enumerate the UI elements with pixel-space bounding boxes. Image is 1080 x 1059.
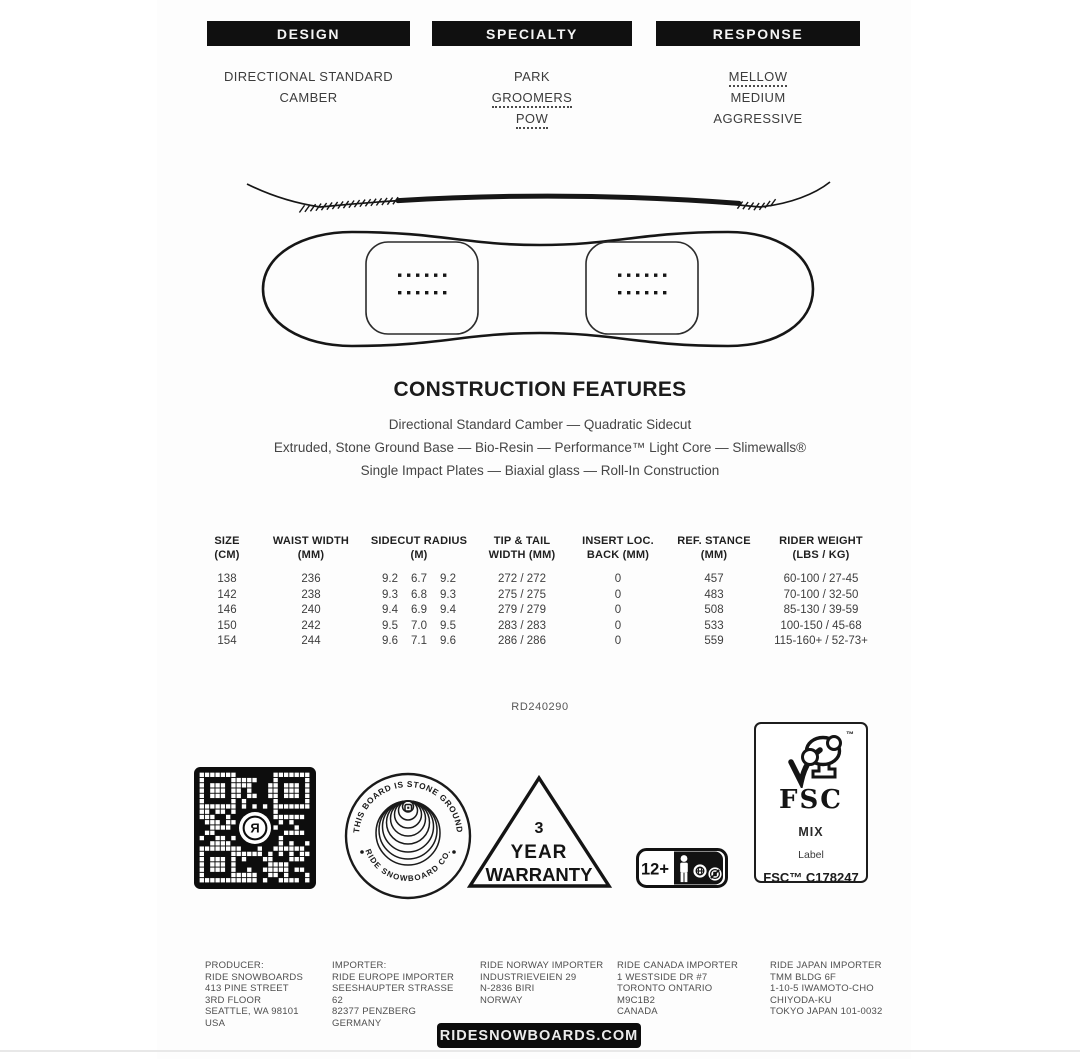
spec-cell: 0 <box>614 635 622 647</box>
sidecut-value: 9.3 <box>440 588 456 601</box>
age-rating-badge <box>636 848 728 888</box>
header-line2: BACK (MM) <box>586 548 650 561</box>
spec-cell-sidecut <box>364 588 474 604</box>
address-line: 1 WESTSIDE DR #7 <box>617 971 708 983</box>
warranty-word-year: YEAR <box>510 842 568 863</box>
address-line: INDUSTRIEVEIEN 29 <box>480 971 577 983</box>
construction-features-section <box>0 378 1080 482</box>
header-line1: RIDER WEIGHT <box>779 535 863 547</box>
stone-ground-badge <box>343 771 473 901</box>
rear-insert-area <box>586 242 698 334</box>
section-header-design: DESIGN <box>207 21 410 46</box>
spec-cell-sidecut <box>364 603 474 619</box>
front-insert-area <box>366 242 478 334</box>
sidecut-value: 7.1 <box>411 635 427 647</box>
sidecut-value: 9.6 <box>382 635 398 647</box>
fsc-type: MIX <box>798 825 824 839</box>
spec-cell: 100-150 / 45-68 <box>780 619 862 632</box>
spec-cell: 0 <box>614 604 622 616</box>
spec-cell: 60-100 / 27-45 <box>783 573 859 585</box>
construction-feature-line: Single Impact Plates — Biaxial glass — Roll-In Construction <box>360 463 720 478</box>
spec-cell: 154 <box>217 635 237 647</box>
attribute-value <box>432 66 632 87</box>
address-line: TOKYO JAPAN 101-0032 <box>770 1006 883 1017</box>
attribute-value <box>656 66 860 87</box>
address-column <box>332 960 467 1029</box>
spec-column-header <box>474 535 570 572</box>
header-line1: SIZE <box>214 535 240 547</box>
attribute-column-design <box>207 21 410 108</box>
header-line1: TIP & TAIL <box>493 535 551 547</box>
sidecut-value: 9.3 <box>382 588 398 601</box>
spec-cell: 240 <box>301 604 321 616</box>
address-line: RIDE NORWAY IMPORTER <box>480 960 604 971</box>
spec-table <box>196 535 880 650</box>
sidecut-value: 9.4 <box>382 604 398 616</box>
ride-logo-glyph: Я <box>250 820 260 836</box>
spec-cell: 0 <box>614 588 622 601</box>
spec-cell: 236 <box>301 573 321 585</box>
sidecut-value: 9.5 <box>382 619 398 632</box>
sidecut-value: 9.4 <box>440 604 456 616</box>
fsc-label: Label <box>798 849 824 861</box>
spec-cell-sidecut <box>364 634 474 650</box>
spec-column-header <box>196 535 258 572</box>
attribute-value-text: GROOMERS <box>492 90 572 108</box>
qr-code <box>194 767 316 889</box>
spec-cell: 272 / 272 <box>498 573 546 585</box>
board-top-view <box>263 232 813 346</box>
attribute-value-text: POW <box>516 111 548 129</box>
address-column <box>480 960 615 1006</box>
section-title: CONSTRUCTION FEATURES <box>393 378 687 401</box>
address-line: SEESHAUPTER STRASSE 62 <box>332 983 454 1006</box>
fsc-logo <box>756 730 866 788</box>
spec-column-header <box>666 535 762 572</box>
attribute-value-text: DIRECTIONAL STANDARD CAMBER <box>223 69 394 105</box>
spec-cell: 279 / 279 <box>498 604 546 616</box>
attribute-value <box>656 87 860 108</box>
sidecut-value: 9.6 <box>440 635 456 647</box>
address-line: NORWAY <box>480 994 523 1006</box>
spec-cell: 138 <box>217 573 237 585</box>
attribute-column-specialty <box>432 21 632 129</box>
warranty-years: 3 <box>534 820 544 837</box>
attribute-column-response <box>656 21 860 129</box>
header-line1: SIDECUT RADIUS <box>370 535 468 547</box>
attribute-value-text: PARK <box>513 69 551 84</box>
attribute-sections <box>0 21 1080 151</box>
sidecut-value: 6.7 <box>411 573 427 585</box>
attribute-value-text: MELLOW <box>729 69 788 87</box>
construction-feature-line: Directional Standard Camber — Quadratic Sidecut <box>388 417 692 432</box>
board-outline <box>263 232 813 346</box>
attribute-value <box>432 108 632 129</box>
address-line: 3RD FLOOR <box>205 994 262 1006</box>
spec-cell: 238 <box>301 588 321 601</box>
spec-cell: 142 <box>217 588 237 601</box>
address-line: SEATTLE, WA 98101 <box>205 1006 299 1017</box>
spec-cell: 244 <box>301 635 321 647</box>
address-line: 1-10-5 IWAMOTO-CHO <box>770 983 874 994</box>
fsc-trademark: ™ <box>846 730 854 739</box>
address-line: GERMANY <box>332 1017 382 1029</box>
attribute-value <box>432 87 632 108</box>
spec-column-header <box>258 535 364 572</box>
address-column <box>205 960 340 1029</box>
warranty-triangle-badge <box>458 772 622 892</box>
section-header-response: RESPONSE <box>656 21 860 46</box>
website-bar: RIDESNOWBOARDS.COM <box>437 1023 641 1048</box>
header-line1: INSERT LOC. <box>582 535 654 547</box>
spec-cell: 533 <box>704 619 724 632</box>
binding-insert-dots <box>398 274 666 295</box>
header-line2: (CM) <box>214 548 240 561</box>
address-line: RIDE JAPAN IMPORTER <box>770 960 882 971</box>
spec-cell-sidecut <box>364 619 474 635</box>
spec-cell: 559 <box>704 635 724 647</box>
header-line2: (MM) <box>700 548 728 561</box>
sidecut-value: 6.9 <box>411 604 427 616</box>
header-line2: WIDTH (MM) <box>488 548 556 561</box>
address-line: TORONTO ONTARIO M9C1B2 <box>617 983 713 1006</box>
spec-cell: 242 <box>301 619 321 632</box>
spec-cell: 508 <box>704 604 724 616</box>
spec-cell: 0 <box>614 619 622 632</box>
spec-cell: 483 <box>704 588 724 601</box>
spec-cell: 457 <box>704 573 724 585</box>
fsc-badge <box>754 722 868 883</box>
section-header-specialty: SPECIALTY <box>432 21 632 46</box>
address-line: RIDE CANADA IMPORTER <box>617 960 739 971</box>
spec-column-header <box>762 535 880 572</box>
prohibition-icon <box>708 867 721 880</box>
header-line2: (M) <box>410 548 428 561</box>
address-line: 413 PINE STREET <box>205 983 289 994</box>
sidecut-value: 6.8 <box>411 588 427 601</box>
address-line: TMM BLDG 6F <box>770 971 837 983</box>
stone-badge-top-text: THIS BOARD IS STONE GROUND <box>351 778 465 834</box>
board-side-profile <box>247 182 830 212</box>
address-column <box>617 960 752 1018</box>
fsc-tree-icon <box>763 730 859 788</box>
age-rating-label: 12+ <box>641 860 669 879</box>
header-line1: REF. STANCE <box>677 535 751 547</box>
address-line: RIDE EUROPE IMPORTER <box>332 971 455 983</box>
spec-cell: 70-100 / 32-50 <box>783 588 859 601</box>
spec-cell-sidecut <box>364 572 474 588</box>
spec-cell: 0 <box>614 573 622 585</box>
spec-cell: 286 / 286 <box>498 635 546 647</box>
address-line: USA <box>205 1017 226 1029</box>
fsc-cert-number: FSC™ C178247 <box>763 870 859 885</box>
construction-feature-line: Extruded, Stone Ground Base — Bio-Resin — Performance™ Light Core — Slimewalls® <box>273 440 807 455</box>
warranty-word-warranty: WARRANTY <box>485 864 593 885</box>
spec-cell: 115-160+ / 52-73+ <box>774 635 868 647</box>
stone-badge-bottom-text: RIDE SNOWBOARD CO. <box>363 847 453 884</box>
globe-icon <box>693 864 706 877</box>
spec-cell: 283 / 283 <box>498 619 546 632</box>
snowboard-diagram <box>230 158 850 358</box>
construction-lines <box>0 413 1080 482</box>
spec-column-header <box>364 535 474 572</box>
sidecut-value: 9.2 <box>382 573 398 585</box>
address-line: PRODUCER: <box>205 960 264 971</box>
spec-cell: 150 <box>217 619 237 632</box>
address-column <box>770 960 905 1018</box>
spec-cell: 85-130 / 39-59 <box>783 604 859 616</box>
address-line: N-2836 BIRI <box>480 983 535 994</box>
attribute-value-text: MEDIUM <box>730 90 786 105</box>
address-line: IMPORTER: <box>332 960 387 971</box>
address-line: CHIYODA-KU <box>770 994 832 1006</box>
header-line1: WAIST WIDTH <box>272 535 350 547</box>
page-bottom-divider <box>0 1050 1080 1052</box>
attribute-value <box>207 66 410 108</box>
fsc-brand: FSC <box>779 785 843 815</box>
product-code: RD240290 <box>511 701 569 713</box>
attribute-value <box>656 108 860 129</box>
address-line: 82377 PENZBERG <box>332 1006 417 1017</box>
header-line2: (MM) <box>297 548 325 561</box>
address-line: CANADA <box>617 1006 658 1017</box>
spec-cell: 146 <box>217 604 237 616</box>
address-line: RIDE SNOWBOARDS <box>205 971 304 983</box>
header-line2: (LBS / KG) <box>792 548 850 561</box>
spec-column-header <box>570 535 666 572</box>
sidecut-value: 9.2 <box>440 573 456 585</box>
spec-cell: 275 / 275 <box>498 588 546 601</box>
sidecut-value: 7.0 <box>411 619 427 632</box>
attribute-value-text: AGGRESSIVE <box>713 111 803 126</box>
sidecut-value: 9.5 <box>440 619 456 632</box>
